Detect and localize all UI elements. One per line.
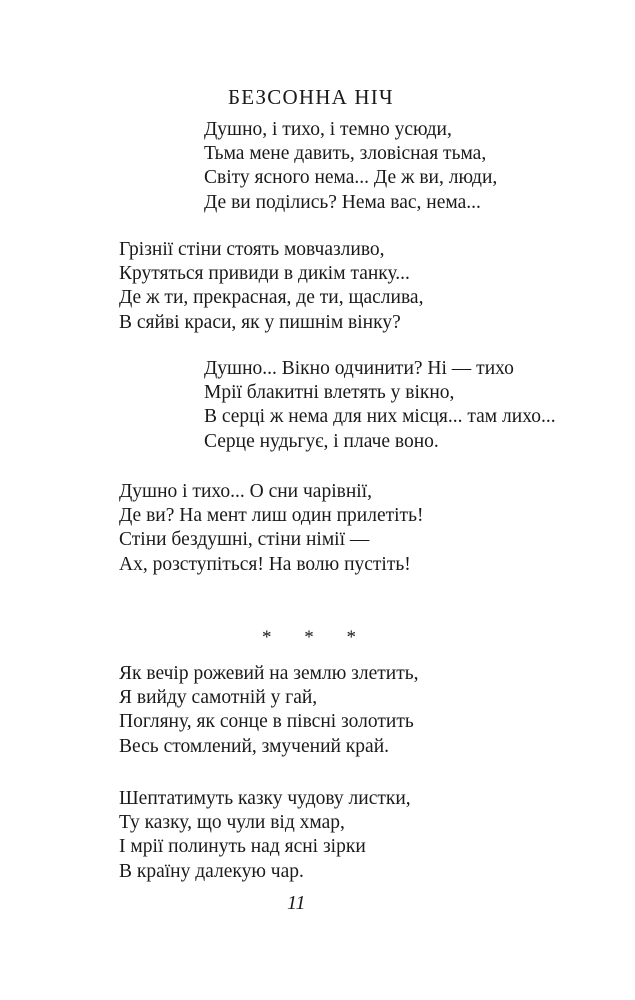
section-separator: * * * [262, 627, 370, 648]
poem-line: Де ж ти, прекрасная, де ти, щаслива, [119, 287, 424, 309]
poem-line: І мрії полинуть над ясні зірки [119, 836, 366, 858]
poem1-stanza-2 [119, 238, 423, 335]
poem-line: В країну далекую чар. [119, 860, 304, 882]
poem-line: Тьма мене давить, зловісная тьма, [204, 143, 487, 165]
poem-line: Ту казку, що чули від хмар, [119, 812, 345, 834]
poem-line: Ах, розступіться! На волю пустіть! [119, 553, 411, 575]
poem2-stanza-1 [119, 662, 418, 759]
poem1-stanza-3 [204, 357, 556, 454]
poem-title: БЕЗСОННА НІЧ [228, 85, 394, 109]
poem1-stanza-1 [204, 118, 497, 215]
poem-line: Душно... Вікно одчинити? Ні — тихо [204, 358, 514, 379]
poem-line: Де ви? На мент лиш один прилетіть! [119, 505, 424, 527]
poem-line: Серце нудьгує, і плаче воно. [204, 430, 439, 452]
poem-line: Шептатимуть казку чудову листки, [119, 788, 411, 809]
poem-line: Як вечір рожевий на землю злетить, [119, 663, 419, 684]
poem-line: Душно, і тихо, і темно усюди, [204, 119, 452, 140]
poem-line: Крутяться привиди в дикім танку... [119, 263, 410, 285]
poem-line: Де ви поділись? Нема вас, нема... [204, 191, 481, 213]
poem-line: Душно і тихо... О сни чарівнії, [119, 481, 372, 502]
poem-line: В сяйві краси, як у пишнім вінку? [119, 311, 401, 333]
poem-line: Погляну, як сонце в півсні золотить [119, 711, 414, 733]
poem-line: Мрії блакитні влетять у вікно, [204, 382, 455, 404]
poem-line: Весь стомлений, змучений край. [119, 735, 390, 757]
poem-line: Грізнії стіни стоять мовчазливо, [119, 239, 385, 260]
page-number: 11 [287, 892, 306, 914]
poem-line: Світу ясного нема... Де ж ви, люди, [204, 167, 498, 189]
poem-line: В серці ж нема для них місця... там лихо... [204, 406, 556, 428]
poem1-stanza-4 [119, 480, 423, 577]
poem-line: Стіни бездушні, стіни німії — [119, 529, 370, 551]
poem2-stanza-2 [119, 787, 411, 884]
poem-line: Я вийду самотній у гай, [119, 687, 318, 709]
